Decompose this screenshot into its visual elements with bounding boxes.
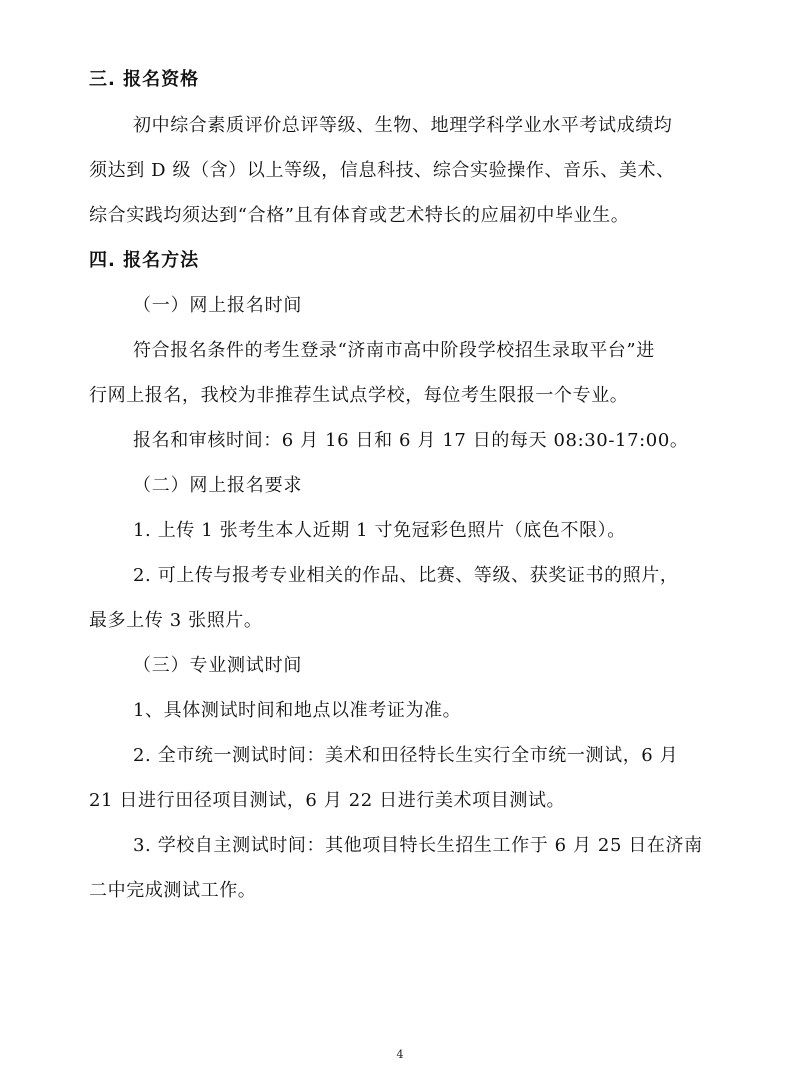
sub-3-item-3-line-1: 3. 学校自主测试时间：其他项目特长生招生工作于 6 月 25 日在济南	[133, 835, 703, 856]
section-3-para-line-1: 初中综合素质评价总评等级、生物、地理学科学业水平考试成绩均	[133, 115, 673, 136]
sub-1-title: （一）网上报名时间	[133, 295, 303, 316]
section-3-para-line-2: 须达到 D 级（含）以上等级，信息科技、综合实验操作、音乐、美术、	[89, 160, 675, 181]
sub-1-time: 报名和审核时间：6 月 16 日和 6 月 17 日的每天 08:30-17:00。	[133, 430, 689, 451]
section-3-heading: 三. 报名资格	[89, 69, 200, 90]
sub-2-item-1: 1. 上传 1 张考生本人近期 1 寸免冠彩色照片（底色不限）。	[133, 520, 626, 541]
sub-3-title: （三）专业测试时间	[133, 655, 303, 676]
page-number: 4	[396, 1048, 404, 1061]
sub-1-para-line-2: 行网上报名，我校为非推荐生试点学校，每位考生限报一个专业。	[89, 385, 629, 406]
sub-3-item-2-line-1: 2. 全市统一测试时间：美术和田径特长生实行全市统一测试，6 月	[133, 745, 679, 766]
sub-3-item-2-line-2: 21 日进行田径项目测试，6 月 22 日进行美术项目测试。	[89, 790, 566, 811]
sub-3-item-3-line-2: 二中完成测试工作。	[89, 880, 257, 901]
sub-2-title: （二）网上报名要求	[133, 475, 303, 496]
sub-1-para-line-1: 符合报名条件的考生登录“济南市高中阶段学校招生录取平台”进	[133, 340, 655, 361]
sub-2-item-2-line-2: 最多上传 3 张照片。	[89, 610, 263, 631]
sub-3-item-1: 1、具体测试时间和地点以准考证为准。	[133, 700, 462, 721]
section-4-heading: 四. 报名方法	[89, 250, 200, 271]
section-3-para-line-3: 综合实践均须达到“合格”且有体育或艺术特长的应届初中毕业生。	[89, 205, 630, 226]
sub-2-item-2-line-1: 2. 可上传与报考专业相关的作品、比赛、等级、获奖证书的照片，	[133, 565, 679, 586]
